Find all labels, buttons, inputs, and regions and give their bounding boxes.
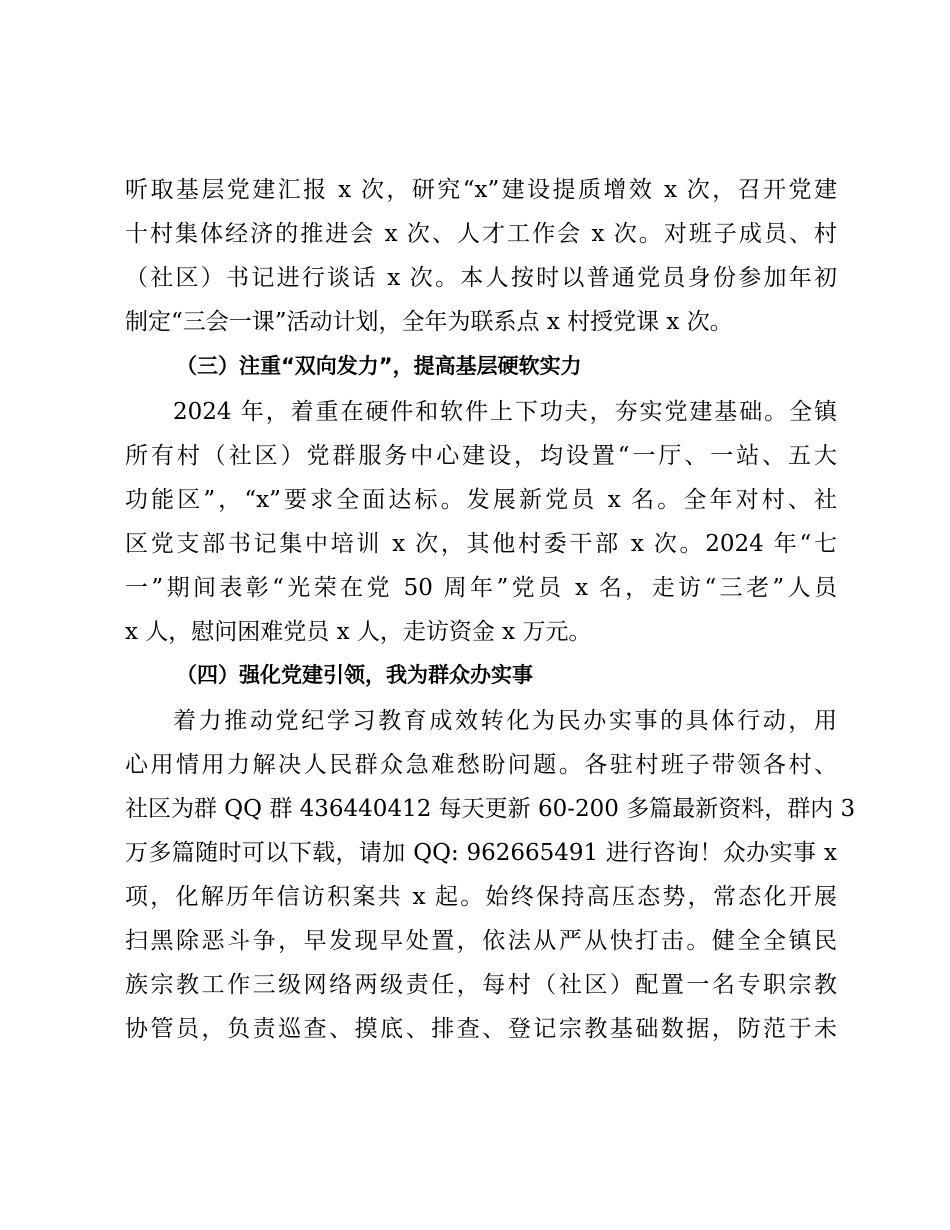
- paragraph-line: 扫黑除恶斗争，早发现早处置，依法从严从快打击。健全全镇民: [125, 928, 837, 954]
- paragraph-line: （社区）书记进行谈话 x 次。本人按时以普通党员身份参加年初: [125, 265, 837, 291]
- section4-heading: （四）强化党建引领，我为群众办实事: [176, 663, 533, 687]
- paragraph-line: 社区为群 QQ 群 436440412 每天更新 60-200 多篇最新资料，群内 3: [125, 796, 856, 822]
- paragraph-line: 一”期间表彰“光荣在党 50 周年”党员 x 名，走访“三老”人员: [125, 575, 837, 601]
- paragraph-line: 心用情用力解决人民群众急难愁盼问题。各驻村班子带领各村、: [125, 752, 837, 778]
- paragraph-line: x 人，慰问困难党员 x 人，走访资金 x 万元。: [125, 619, 592, 645]
- paragraph-line: 所有村（社区）党群服务中心建设，均设置“一厅、一站、五大: [125, 443, 837, 469]
- paragraph-line: 听取基层党建汇报 x 次，研究“x”建设提质增效 x 次，召开党建: [125, 177, 837, 203]
- paragraph-line: 十村集体经济的推进会 x 次、人才工作会 x 次。对班子成员、村: [125, 221, 837, 247]
- paragraph-line: 2024 年，着重在硬件和软件上下功夫，夯实党建基础。全镇: [173, 399, 837, 425]
- paragraph-line: 协管员，负责巡查、摸底、排查、登记宗教基础数据，防范于未: [125, 1016, 837, 1042]
- paragraph-line: 制定“三会一课”活动计划，全年为联系点 x 村授党课 x 次。: [125, 309, 733, 335]
- paragraph-line: 着力推动党纪学习教育成效转化为民办实事的具体行动，用: [173, 708, 837, 734]
- paragraph-line: 族宗教工作三级网络两级责任，每村（社区）配置一名专职宗教: [125, 972, 837, 998]
- paragraph-line: 功能区”，“x”要求全面达标。发展新党员 x 名。全年对村、社: [125, 487, 837, 513]
- paragraph-line: 区党支部书记集中培训 x 次，其他村委干部 x 次。2024 年“七: [125, 531, 837, 557]
- section3-heading: （三）注重“双向发力”，提高基层硬软实力: [176, 354, 582, 378]
- paragraph-line: 万多篇随时可以下载，请加 QQ: 962665491 进行咨询！众办实事 x: [125, 840, 837, 866]
- paragraph-line: 项，化解历年信访积案共 x 起。始终保持高压态势，常态化开展: [125, 884, 837, 910]
